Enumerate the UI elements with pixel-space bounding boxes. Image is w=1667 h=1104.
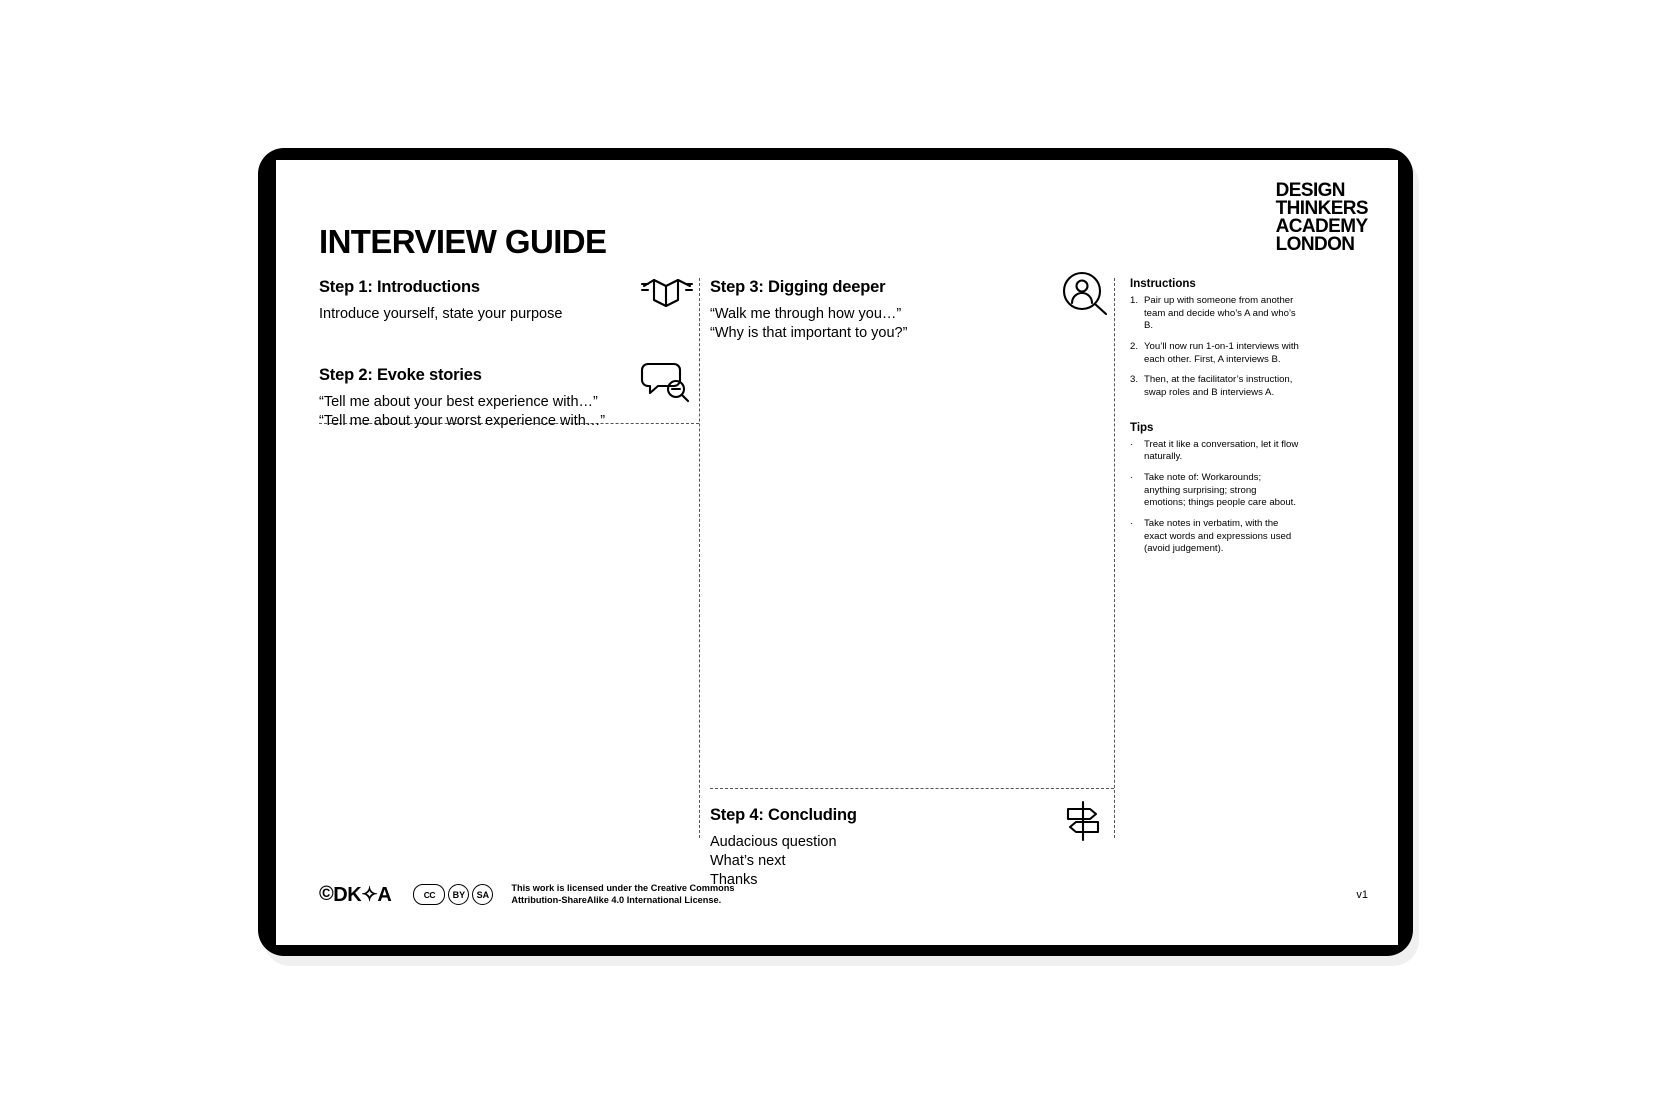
step-1-line-1: Introduce yourself, state your purpose xyxy=(319,306,563,322)
tips-title: Tips xyxy=(1130,421,1154,434)
license-line-2: Attribution-ShareAlike 4.0 International License. xyxy=(511,894,722,905)
step-3-digging-deeper xyxy=(710,278,1110,343)
logo-line-4: LONDON xyxy=(1275,234,1355,256)
creative-commons-badges xyxy=(413,884,493,905)
dkpa-logo xyxy=(319,882,391,907)
tips-item xyxy=(1130,518,1300,556)
step-4-concluding xyxy=(710,806,1110,890)
license-line-1: This work is licensed under the Creative Commons xyxy=(511,882,735,893)
cc-icon: CC xyxy=(413,884,445,905)
tips-block xyxy=(1130,422,1300,556)
step-4-heading: Step 4: Concluding xyxy=(710,806,857,824)
step-2-line-1: “Tell me about your best experience with…” xyxy=(319,394,598,411)
tips-item-text: Take notes in verbatim, with the exact words and expressions used (avoid judgement). xyxy=(1144,517,1292,555)
tips-item-marker: · xyxy=(1130,438,1134,450)
tips-item-marker: · xyxy=(1130,517,1134,529)
speech-bubbles-icon xyxy=(640,358,694,404)
worksheet-canvas xyxy=(276,160,1398,945)
instructions-block xyxy=(1130,278,1300,400)
instructions-item-marker: 3. xyxy=(1130,374,1139,386)
tips-item-text: Take note of: Workarounds; anything surprising; strong emotions; things people care about. xyxy=(1144,471,1297,509)
instructions-item-text: Pair up with someone from another team and decide who’s A and who’s B. xyxy=(1144,295,1296,332)
instructions-item xyxy=(1130,374,1300,399)
step-3-line-1: “Walk me through how you…” xyxy=(710,306,902,322)
instructions-item-text: You’ll now run 1-on-1 interviews with each other. First, A interviews B. xyxy=(1144,340,1299,365)
instructions-title: Instructions xyxy=(1130,278,1196,290)
step-2-heading: Step 2: Evoke stories xyxy=(319,366,482,385)
step-2-line-2: “Tell me about your worst experience with…” xyxy=(319,413,606,430)
step-1-introductions xyxy=(319,278,694,324)
logo-line-2: THINKERS xyxy=(1275,198,1368,220)
dkpa-brand: DK✧A xyxy=(333,884,392,906)
page-title: INTERVIEW GUIDE xyxy=(319,223,607,260)
step-3-heading: Step 3: Digging deeper xyxy=(710,278,886,296)
tips-item-text: Treat it like a conversation, let it flow naturally. xyxy=(1144,438,1299,463)
divider-vertical-1 xyxy=(699,278,700,838)
cc-sa-icon: SA xyxy=(472,884,493,905)
instructions-item-marker: 2. xyxy=(1130,340,1139,352)
step-1-heading: Step 1: Introductions xyxy=(319,278,480,296)
license-text xyxy=(511,883,734,907)
instructions-item xyxy=(1130,341,1300,366)
step-2-evoke-stories xyxy=(319,366,694,431)
tips-item xyxy=(1130,472,1300,510)
person-search-icon xyxy=(1056,270,1110,316)
copyright-mark: © xyxy=(319,883,334,905)
signpost-icon xyxy=(1056,798,1110,844)
instructions-item-text: Then, at the facilitator’s instruction, swap roles and B interviews A. xyxy=(1144,374,1293,398)
divider-vertical-2 xyxy=(1114,278,1115,838)
dta-logo xyxy=(1276,182,1368,254)
logo-line-1: DESIGN xyxy=(1275,180,1345,201)
column-right xyxy=(1130,278,1300,564)
step-3-line-2: “Why is that important to you?” xyxy=(710,325,908,342)
step-4-line-3: Thanks xyxy=(710,872,758,889)
handshake-icon xyxy=(640,270,694,316)
footer xyxy=(319,882,734,907)
tips-item xyxy=(1130,439,1300,464)
instructions-item xyxy=(1130,295,1300,333)
cc-by-icon: BY xyxy=(448,884,469,905)
version-label: v1 xyxy=(1356,889,1368,901)
step-4-line-2: What’s next xyxy=(710,853,786,870)
tips-item-marker: · xyxy=(1130,471,1134,483)
instructions-item-marker: 1. xyxy=(1130,295,1139,306)
column-left xyxy=(319,278,694,431)
column-middle xyxy=(710,278,1110,889)
step-4-line-1: Audacious question xyxy=(710,834,837,850)
logo-line-3: ACADEMY xyxy=(1275,216,1368,238)
